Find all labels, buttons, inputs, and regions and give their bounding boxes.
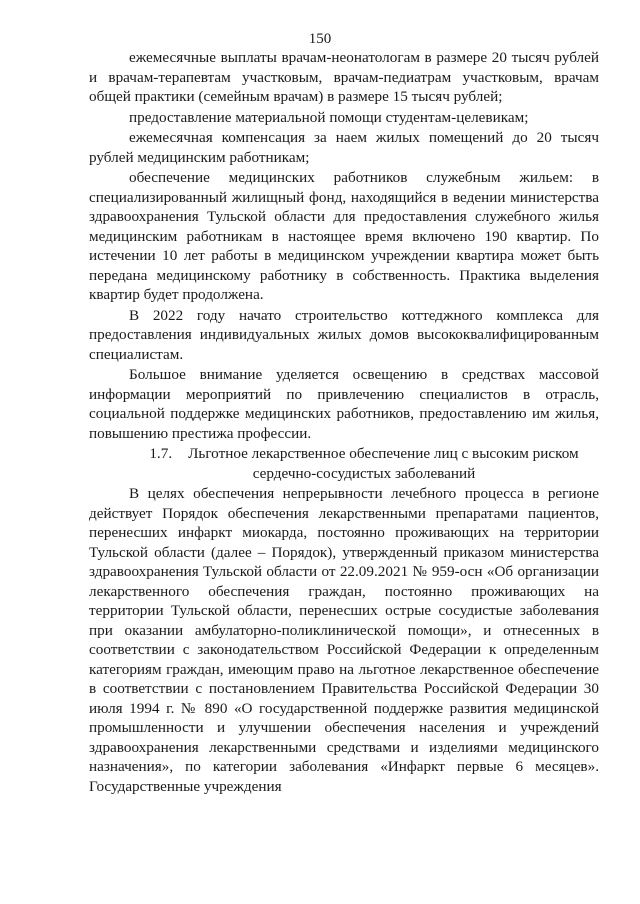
paragraph: предоставление материальной помощи студентам-целевикам; [129, 108, 529, 126]
paragraph: В целях обеспечения непрерывности лечебного процесса в регионе действует Порядок обеспечения лекарственными препаратами пациентов, перенесших инфаркт миокарда, постоянно проживающих на территории Тульской области (далее – Порядок), утвержденный приказом министерства здравоохранения Тульской области от 22.09.2021 № 959-осн «Об организации лекарственного обеспечения граждан, постоянно проживающих на территории Тульской области, перенесших острые сосудистые заболевания при оказании амбулаторно-поликлинической помощи», и отнесенных в соответствии с законодательством Российской Федерации к определенным категориям граждан, имеющим право на льготное лекарственное обеспечение в соответствии с постановлением Правительства Российской Федерации 30 июля 1994 г. № 890 «О государственной поддержке развития медицинской промышленности и улучшении обеспечения населения и учреждений здравоохранения лекарственными средствами и изделиями медицинского назначения», по категории заболевания «Инфаркт первые 6 месяцев». Государственные учреждения [89, 485, 599, 795]
paragraph: ежемесячная компенсация за наем жилых помещений до 20 тысяч рублей медицинским работникам; [89, 129, 599, 166]
section-number: 1.7. [149, 445, 173, 462]
page-number: 150 [308, 31, 332, 47]
section-heading [89, 444, 599, 483]
paragraph: Большое внимание уделяется освещению в средствах массовой информации мероприятий по привлечению специалистов в отрасль, социальной поддержке медицинских работников, предоставлению им жилья, повышению престижа профессии. [89, 366, 599, 442]
body-text [89, 48, 599, 796]
section-title-line2: сердечно-сосудистых заболеваний [252, 464, 476, 482]
paragraph: ежемесячные выплаты врачам-неонатологам в размере 20 тысяч рублей и врачам-терапевтам участковым, врачам-педиатрам участковым, врачам общей практики (семейным врачам) в размере 15 тысяч рублей; [89, 49, 599, 105]
section-title-line1: Льготное лекарственное обеспечение лиц с высоким риском [188, 445, 579, 462]
paragraph: обеспечение медицинских работников служебным жильем: в специализированный жилищный фонд, находящийся в ведении министерства здравоохранения Тульской области для предоставления служебного жилья медицинским работникам в настоящее время включено 190 квартир. По истечении 10 лет работы в медицинском учреждении квартира может быть передана медицинскому работнику в собственность. Практика выделения квартир будет продолжена. [89, 169, 599, 303]
paragraph: В 2022 году начато строительство коттеджного комплекса для предоставления индивидуальных жилых домов высококвалифицированным специалистам. [89, 306, 599, 363]
